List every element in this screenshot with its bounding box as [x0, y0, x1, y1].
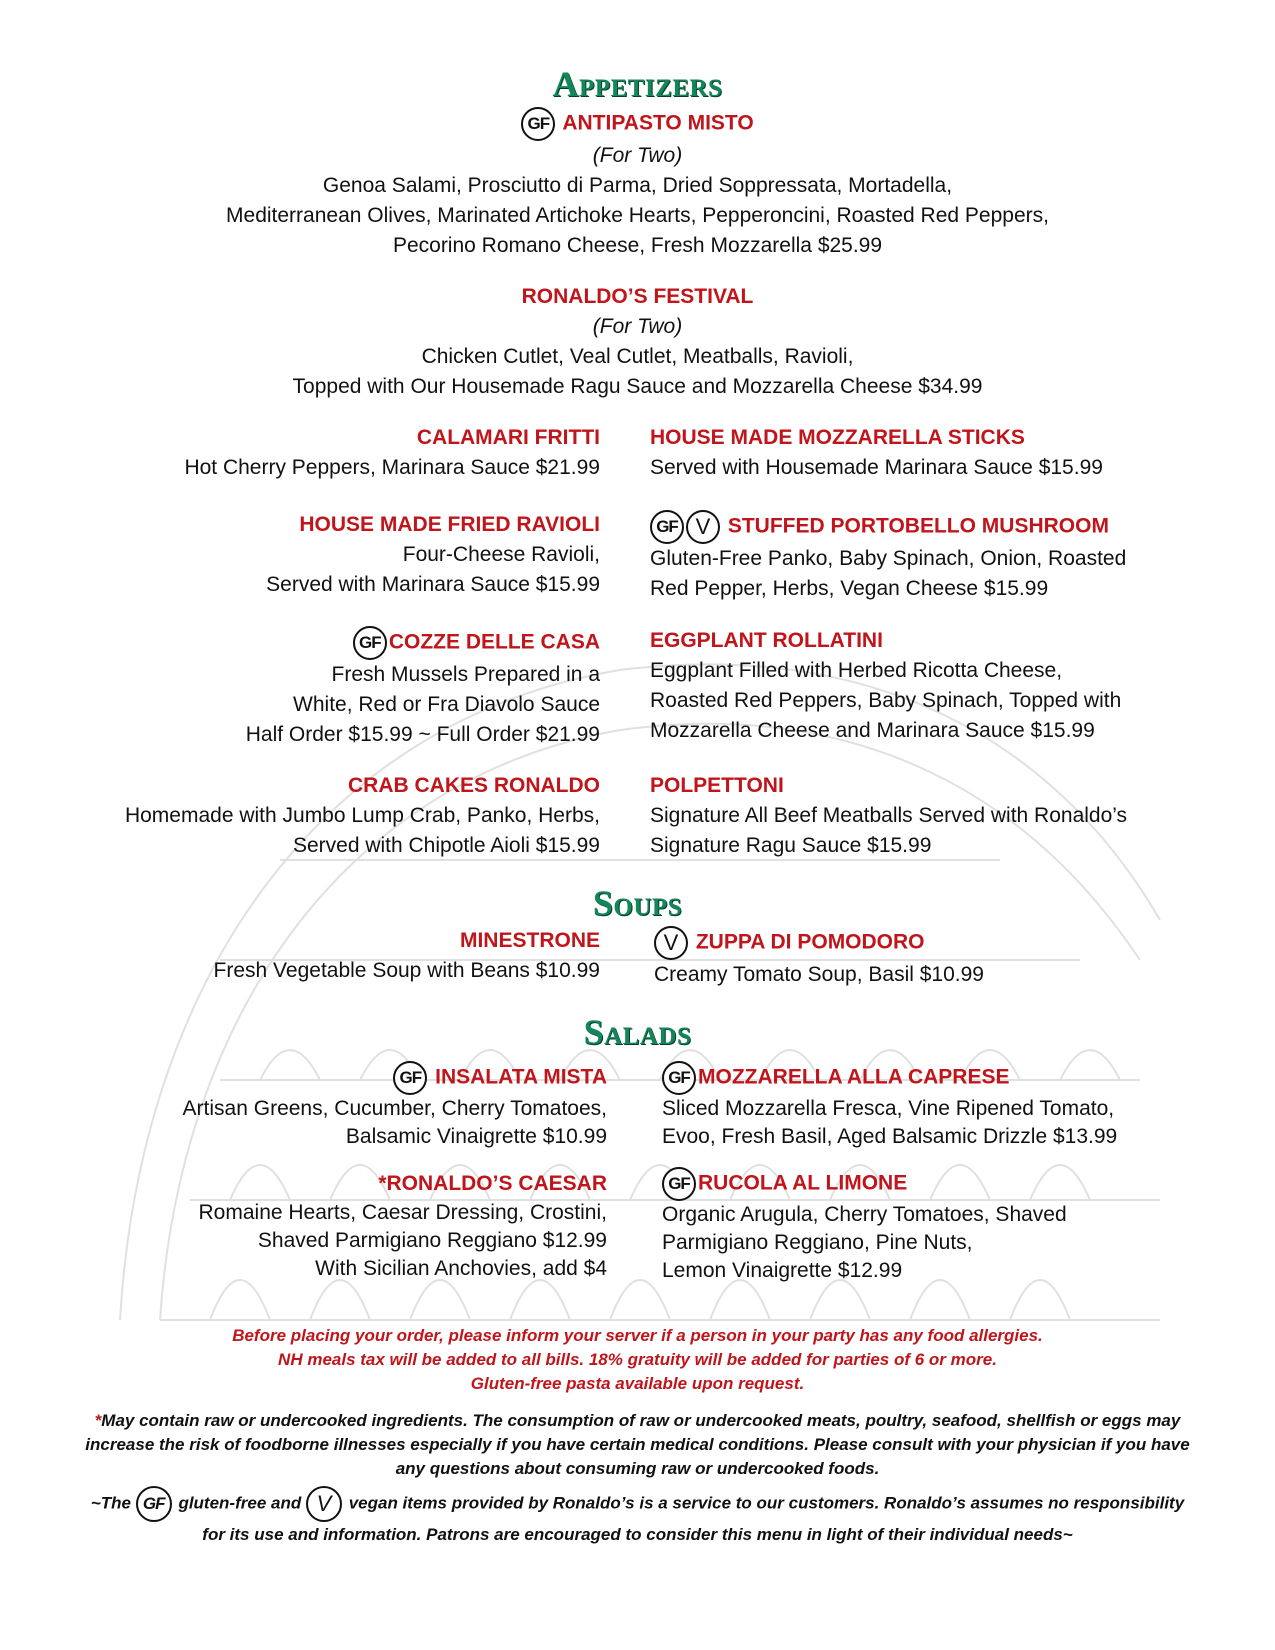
item-desc-line: With Sicilian Anchovies, add $4 — [315, 1257, 607, 1280]
menu-item — [662, 1061, 1117, 1151]
menu-item — [650, 626, 1121, 746]
note-line: Gluten-free pasta available upon request. — [470, 1374, 805, 1393]
item-desc-line: Creamy Tomato Soup, Basil $10.99 — [654, 963, 984, 986]
vegan-icon: V — [654, 926, 688, 960]
menu-item — [184, 423, 600, 483]
item-desc-line: Artisan Greens, Cucumber, Cherry Tomatoes, — [182, 1097, 607, 1120]
vegan-icon: V — [686, 510, 720, 544]
gluten-free-icon: GF — [662, 1061, 696, 1095]
item-title: EGGPLANT ROLLATINI — [650, 629, 883, 652]
item-title: MOZZARELLA ALLA CAPRESE — [698, 1065, 1010, 1089]
disclaimer-rest: vegan items provided by Ronaldo’s is a service to our customers. Ronaldo’s assumes no responsibility for its use and information. Patrons are encouraged to consider this menu in light of their individual needs~ — [202, 1493, 1185, 1544]
section-title-appetizers: Appetizers — [552, 64, 723, 104]
antipasto-block — [0, 107, 1275, 261]
item-desc-line: Genoa Salami, Prosciutto di Parma, Dried Soppressata, Mortadella, — [322, 174, 953, 197]
item-title: CALAMARI FRITTI — [416, 426, 600, 449]
disclaimer-gf-text: gluten-free and — [178, 1493, 302, 1513]
item-subtitle: (For Two) — [592, 144, 683, 167]
item-desc-line: Hot Cherry Peppers, Marinara Sauce $21.99 — [184, 456, 600, 479]
item-desc-line: Sliced Mozzarella Fresca, Vine Ripened Tomato, — [662, 1097, 1115, 1120]
item-title: STUFFED PORTOBELLO MUSHROOM — [727, 514, 1109, 538]
item-title: RUCOLA AL LIMONE — [698, 1171, 908, 1195]
item-desc-line: Signature Ragu Sauce $15.99 — [650, 834, 932, 857]
festival-block — [0, 282, 1275, 402]
item-desc-line: Topped with Our Housemade Ragu Sauce and Mozzarella Cheese $34.99 — [292, 375, 983, 398]
item-desc-line: Roasted Red Peppers, Baby Spinach, Topped with — [650, 689, 1122, 712]
item-desc-line: Fresh Vegetable Soup with Beans $10.99 — [213, 959, 600, 982]
gluten-free-icon: GF — [662, 1167, 696, 1201]
gluten-free-icon: GF — [393, 1061, 427, 1095]
menu-item — [183, 1061, 607, 1151]
item-title: RONALDO’S FESTIVAL — [521, 285, 754, 308]
menu-item — [650, 510, 1126, 604]
menu-item — [662, 1167, 1067, 1285]
dietary-disclaimer — [80, 1486, 1195, 1547]
asterisk: * — [94, 1411, 102, 1430]
item-desc-line: Romaine Hearts, Caesar Dressing, Crostini, — [198, 1201, 607, 1224]
item-desc-line: Chicken Cutlet, Veal Cutlet, Meatballs, Ravioli, — [421, 345, 854, 368]
gluten-free-icon: GF — [353, 626, 387, 660]
item-title: *RONALDO’S CAESAR — [378, 1172, 607, 1195]
item-desc-line: Fresh Mussels Prepared in a — [331, 663, 600, 686]
item-title: MINESTRONE — [459, 929, 600, 952]
menu-item — [654, 926, 984, 990]
item-title: POLPETTONI — [650, 774, 784, 797]
item-desc-line: Pecorino Romano Cheese, Fresh Mozzarella $25.99 — [392, 234, 883, 257]
gluten-free-icon: GF — [521, 107, 555, 141]
item-desc-line: White, Red or Fra Diavolo Sauce — [293, 693, 600, 716]
item-title: COZZE DELLE CASA — [388, 630, 600, 654]
menu-item — [650, 423, 1103, 483]
item-desc-line: Red Pepper, Herbs, Vegan Cheese $15.99 — [650, 577, 1049, 600]
gluten-free-icon: GF — [650, 510, 684, 544]
item-desc-line: Organic Arugula, Cherry Tomatoes, Shaved — [662, 1203, 1067, 1226]
item-title: HOUSE MADE MOZZARELLA STICKS — [650, 426, 1025, 449]
menu-item — [246, 626, 600, 750]
item-desc-line: Homemade with Jumbo Lump Crab, Panko, Herbs, — [124, 804, 600, 827]
item-desc-line: Served with Marinara Sauce $15.99 — [266, 573, 600, 596]
item-title: ZUPPA DI POMODORO — [695, 930, 925, 954]
raw-food-disclaimer — [80, 1409, 1195, 1481]
note-line: NH meals tax will be added to all bills. 18% gratuity will be added for parties of 6 or more. — [278, 1350, 997, 1369]
item-desc-line: Mozzarella Cheese and Marinara Sauce $15.99 — [650, 719, 1095, 742]
item-desc-line: Four-Cheese Ravioli, — [402, 543, 600, 566]
menu-item — [266, 510, 600, 600]
item-desc-line: Shaved Parmigiano Reggiano $12.99 — [257, 1229, 607, 1252]
item-title: CRAB CAKES RONALDO — [348, 774, 600, 797]
item-desc-line: Served with Chipotle Aioli $15.99 — [292, 834, 600, 857]
item-desc-line: Mediterranean Olives, Marinated Artichoke Hearts, Pepperoncini, Roasted Red Peppers, — [226, 204, 1049, 227]
item-desc-line: Signature All Beef Meatballs Served with Ronaldo’s — [650, 804, 1128, 827]
section-title-salads: Salads — [583, 1012, 692, 1052]
item-title: INSALATA MISTA — [435, 1065, 607, 1089]
disclaimer-pre: ~The — [90, 1493, 131, 1513]
item-desc-line: Eggplant Filled with Herbed Ricotta Cheese, — [650, 659, 1063, 682]
section-title-soups: Soups — [592, 883, 683, 923]
item-desc-line: Balsamic Vinaigrette $10.99 — [345, 1125, 607, 1148]
allergy-notes — [0, 1324, 1275, 1396]
item-desc-line: Lemon Vinaigrette $12.99 — [662, 1259, 903, 1282]
menu-item — [214, 926, 600, 986]
item-title: ANTIPASTO MISTO — [562, 111, 754, 135]
item-subtitle: (For Two) — [592, 315, 683, 338]
item-desc-line: Served with Housemade Marinara Sauce $15.99 — [650, 456, 1103, 479]
menu-item — [125, 771, 600, 861]
disclaimer-text: May contain raw or undercooked ingredients. The consumption of raw or undercooked meats, poultry, seafood, shellfish or eggs may increase the risk of foodborne illnesses especially if you have certain medical conditions. Please consult with your physician if you have any questions about consuming raw or undercooked foods. — [85, 1411, 1190, 1478]
vegan-icon: V — [306, 1486, 342, 1522]
note-line: Before placing your order, please inform your server if a person in your party has any food allergies. — [232, 1326, 1043, 1345]
gluten-free-icon: GF — [136, 1486, 172, 1522]
menu-item — [650, 771, 1127, 861]
item-desc-line: Parmigiano Reggiano, Pine Nuts, — [662, 1231, 973, 1254]
menu-item — [199, 1169, 607, 1283]
item-desc-line: Evoo, Fresh Basil, Aged Balsamic Drizzle $13.99 — [662, 1125, 1118, 1148]
item-desc-line: Gluten-Free Panko, Baby Spinach, Onion, Roasted — [650, 547, 1127, 570]
item-title: HOUSE MADE FRIED RAVIOLI — [299, 513, 600, 536]
item-desc-line: Half Order $15.99 ~ Full Order $21.99 — [245, 723, 600, 746]
